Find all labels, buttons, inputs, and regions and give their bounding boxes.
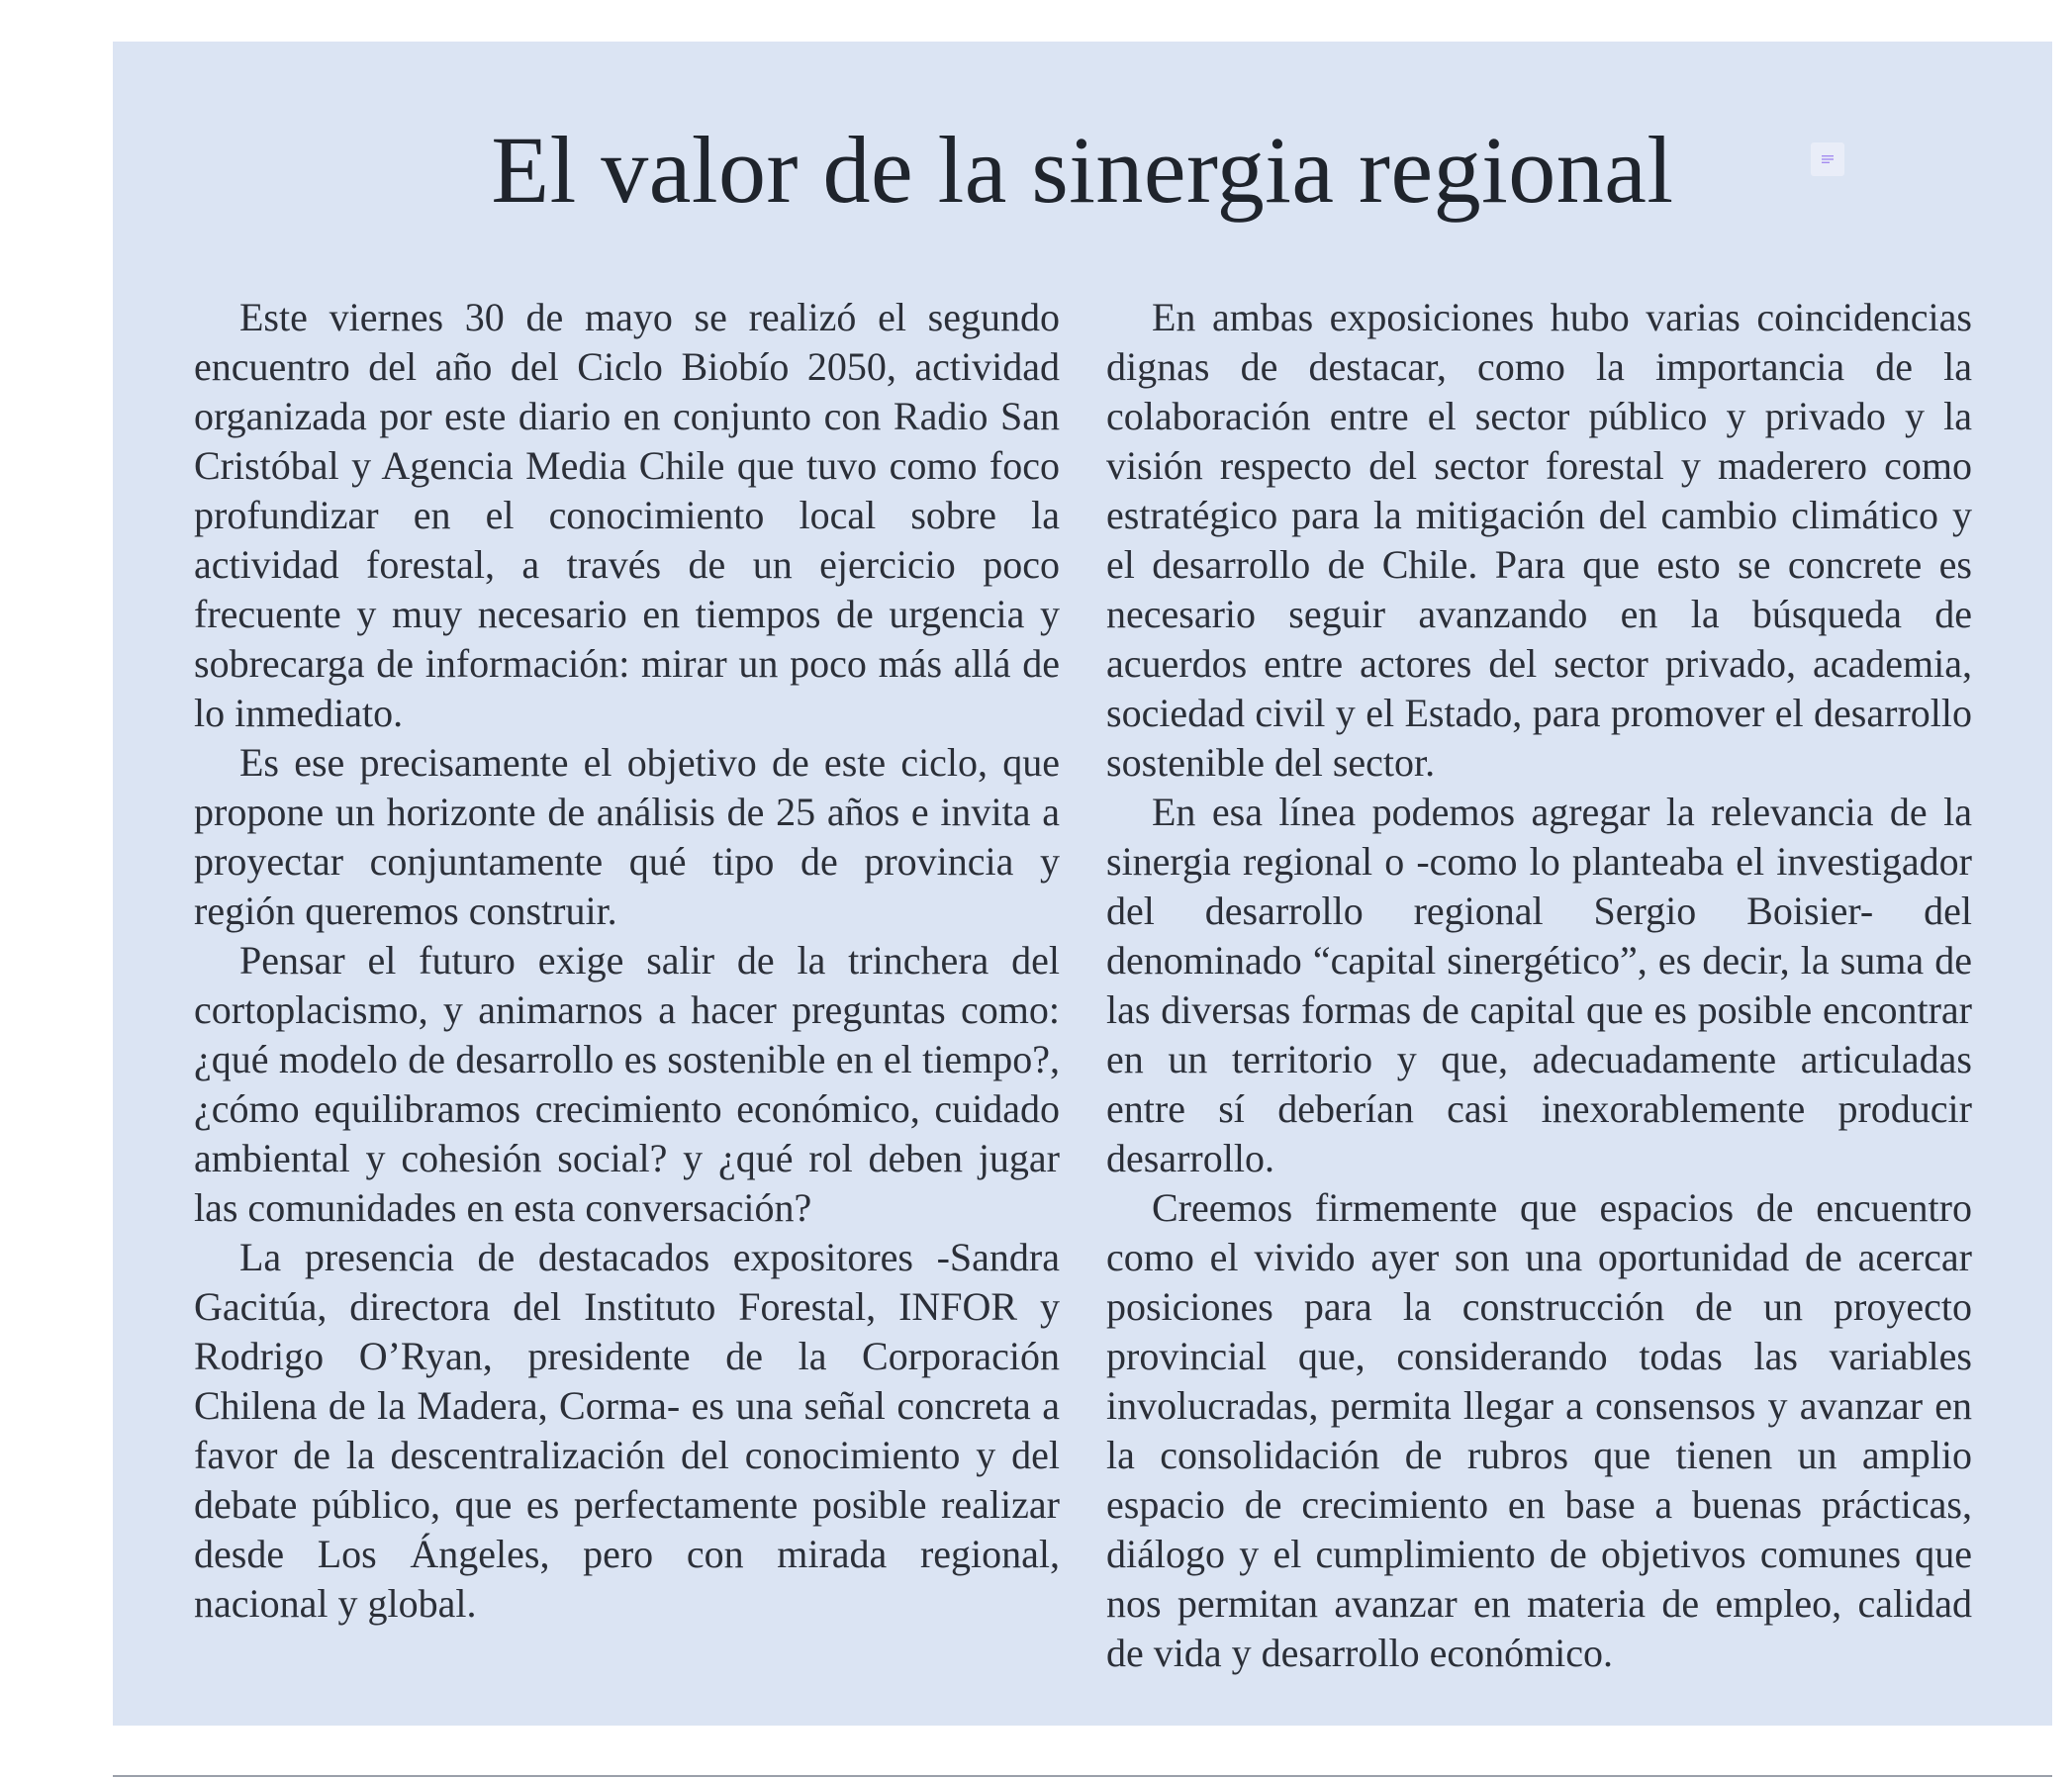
left-column [194,293,1060,1629]
paragraph: Pensar el futuro exige salir de la trinchera del cortoplacismo, y animarnos a hacer preguntas como: ¿qué modelo de desarrollo es sostenible en el tiempo?, ¿cómo equilibramos crecimiento económico, cuidado ambiental y cohesión social? y ¿qué rol deben jugar las comunidades en esta conversación? [194,938,1060,1230]
paragraph: La presencia de destacados expositores -Sandra Gacitúa, directora del Instituto Forestal, INFOR y Rodrigo O’Ryan, presidente de la Corporación Chilena de la Madera, Corma- es una señal concreta a favor de la descentralización del conocimiento y del debate público, que es perfectamente posible realizar desde Los Ángeles, pero con mirada regional, nacional y global. [194,1235,1060,1626]
note-lines-icon[interactable] [1811,142,1844,176]
paragraph: En esa línea podemos agregar la relevancia de la sinergia regional o -como lo planteaba el investigador del desarrollo regional Sergio Boisier- del denominado “capital sinergético”, es decir, la suma de las diversas formas de capital que es posible encontrar en un territorio y que, adecuadamente articuladas entre sí deberían casi inexorablemente producir desarrollo. [1106,790,1972,1180]
right-column [1106,293,1972,1678]
page-divider [113,1775,2052,1777]
article-title: El valor de la sinergia regional [491,117,1674,223]
editorial-panel [113,42,2052,1726]
note-lines-glyph [1821,154,1835,164]
paragraph: En ambas exposiciones hubo varias coincidencias dignas de destacar, como la importancia de la colaboración entre el sector público y privado y la visión respecto del sector forestal y maderero como estratégico para la mitigación del cambio climático y el desarrollo de Chile. Para que esto se concrete es necesario seguir avanzando en la búsqueda de acuerdos entre actores del sector privado, academia, sociedad civil y el Estado, para promover el desarrollo sostenible del sector. [1106,295,1972,785]
paragraph: Creemos firmemente que espacios de encuentro como el vivido ayer son una oportunidad de acercar posiciones para la construcción de un proyecto provincial que, considerando todas las variables involucradas, permita llegar a consensos y avanzar en la consolidación de rubros que tienen un amplio espacio de crecimiento en base a buenas prácticas, diálogo y el cumplimiento de objetivos comunes que nos permitan avanzar en materia de empleo, calidad de vida y desarrollo económico. [1106,1185,1972,1675]
paragraph: Es ese precisamente el objetivo de este ciclo, que propone un horizonte de análisis de 25 años e invita a proyectar conjuntamente qué tipo de provincia y región queremos construir. [194,740,1060,933]
paragraph: Este viernes 30 de mayo se realizó el segundo encuentro del año del Ciclo Biobío 2050, actividad organizada por este diario en conjunto con Radio San Cristóbal y Agencia Media Chile que tuvo como foco profundizar en el conocimiento local sobre la actividad forestal, a través de un ejercicio poco frecuente y muy necesario en tiempos de urgencia y sobrecarga de información: mirar un poco más allá de lo inmediato. [194,295,1060,735]
